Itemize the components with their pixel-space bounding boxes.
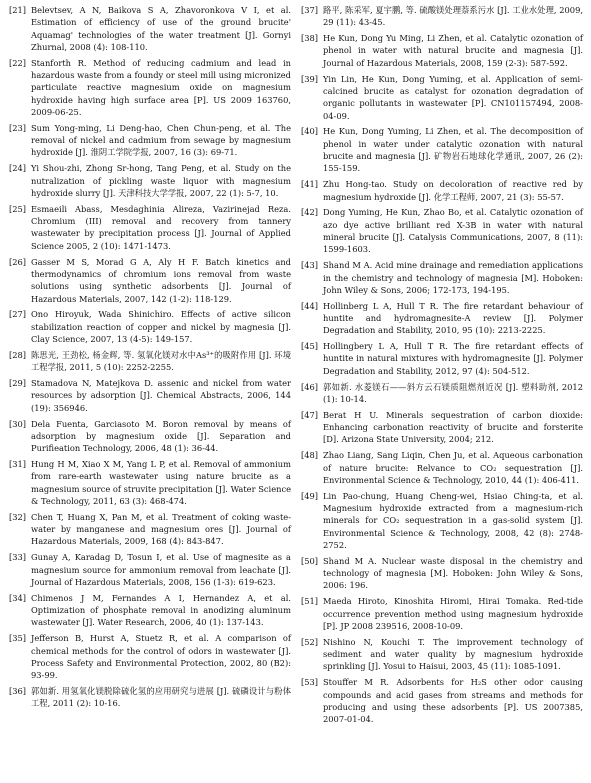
reference-entry	[301, 73, 583, 122]
reference-entry	[9, 256, 291, 305]
reference-text: Jefferson B, Hurst A, Stuetz R, et al. A comparison of chemical methods for the control of odors in wastewater [J]. Process Safety and Environmental Protection, 2002, 80 (B2): 93-99.	[31, 633, 291, 681]
reference-entry	[9, 632, 291, 681]
reference-text: He Kun, Dong Yu Ming, Li Zhen, et al. Catalytic ozonation of phenol in water with natural brucite and magnesia [J]. Journal of Hazardous Materials, 2008, 159 (2-3): 587-592.	[323, 33, 583, 68]
reference-number: [43]	[301, 260, 319, 271]
reference-entry	[301, 636, 583, 673]
reference-entry	[301, 32, 583, 69]
reference-entry	[301, 300, 583, 337]
reference-number: [21]	[9, 5, 27, 15]
reference-text: Hollingbery L A, Hull T R. The fire retardant effects of huntite in natural mixtures with hydromagnesite [J]. Polymer Degradation and Stability, 2012, 97 (4): 504-512.	[323, 341, 583, 376]
reference-number: [31]	[9, 459, 27, 470]
reference-text: Lin Pao-chung, Huang Cheng-wei, Hsiao Ching-ta, et al. Magnesium hydroxide extracted from a magnesium-rich minerals for CO₂ sequestration in a gas-solid system [J]. Environmental Science & Technology, 2008, 42 (8): 2748-2752.	[323, 490, 583, 550]
reference-entry	[9, 418, 291, 455]
reference-number: [23]	[9, 122, 27, 133]
reference-entry	[301, 676, 583, 725]
reference-text: Hollinberg L A, Hull T R. The fire retardant behaviour of huntite and hydromagnesite-A review [J]. Polymer Degradation and Stability, 2010, 95 (10): 2213-2225.	[323, 300, 583, 336]
reference-number: [47]	[301, 409, 319, 420]
reference-entry	[9, 308, 291, 345]
reference-entry	[9, 458, 291, 507]
reference-text: Ono Hiroyuk, Wada Shinichiro. Effects of active silicon stabilization reaction of copper and nickel by magnesia [J]. Clay Science, 2007, 13 (4-5): 149-157.	[31, 309, 291, 344]
reference-number: [53]	[301, 677, 319, 688]
reference-number: [51]	[301, 596, 319, 607]
reference-text: 陈思光, 王劲松, 杨金辉, 等. 氢氧化镁对水中As³⁺的吸附作用 [J]. 环境工程学报, 2011, 5 (10): 2252-2255.	[31, 349, 291, 373]
reference-number: [50]	[301, 555, 319, 566]
reference-number: [24]	[9, 163, 27, 174]
reference-text: 郭如新. 水菱镁石——斜方云石镁质阻燃剂近况 [J]. 塑料助剂, 2012 (1): 10-14.	[323, 381, 583, 404]
reference-text: Dela Fuenta, Garciasoto M. Boron removal by means of adsorption by magnesium oxide [J]. Separation and Purifieation Technology, 2006, 48 (1): 36-44.	[31, 418, 291, 454]
reference-text: Dong Yuming, He Kun, Zhao Bo, et al. Catalytic ozonation of azo dye active brilliant red X-3B in water with natural mineral brucite [J]. Catalysis Communications, 2007, 8 (11): 1599-1603.	[323, 207, 583, 255]
reference-number: [48]	[301, 450, 319, 461]
reference-number: [34]	[9, 592, 27, 603]
references-left-column	[9, 4, 291, 783]
reference-number: [40]	[301, 126, 319, 137]
reference-entry	[9, 122, 291, 159]
reference-number: [45]	[301, 341, 319, 352]
reference-number: [25]	[9, 203, 27, 214]
references-right-column	[301, 4, 583, 783]
reference-entry	[301, 409, 583, 446]
reference-entry	[9, 551, 291, 588]
reference-entry	[9, 377, 291, 414]
reference-text: Stouffer M R. Adsorbents for H₂S other odor causing compounds and acid gases from streams and methods for producing and using these adsorbents [P]. US 2007385, 2007-01-04.	[323, 677, 583, 725]
reference-text: Yi Shou-zhi, Zhong Sr-hong, Tang Peng, et al. Study on the nutralization of pickling waste liquor with magnesium hydroxide slurry [J]. 天津科技大学学报, 2007, 22 (1): 5-7, 10.	[31, 163, 291, 198]
reference-entry	[301, 178, 583, 203]
reference-number: [38]	[301, 33, 319, 44]
reference-number: [35]	[9, 633, 27, 644]
reference-number: [37]	[301, 5, 319, 15]
reference-entry	[301, 490, 583, 551]
reference-text: Shand M A. Nuclear waste disposal in the chemistry and technology of magnesia [M]. Hoboken: John Wiley & Sons, 2006: 196.	[323, 555, 583, 591]
reference-entry	[9, 57, 291, 118]
reference-entry	[301, 555, 583, 592]
reference-text: Shand M A. Acid mine drainage and remediation applications in the chemistry and technology of magnesia [M]. Hoboken: John Wiley & Sons, 2006; 172-173, 194-195.	[323, 260, 583, 295]
reference-text: Chimenos J M, Fernandes A I, Hernandez A, et al. Optimization of phosphate removal in anodizing aluminum wastewater [J]. Water Research, 2006, 40 (1): 137-143.	[31, 592, 291, 628]
reference-text: Hung H M, Xiao X M, Yang L P, et al. Removal of ammonium from rare-earth wastewater using nature brucite as a magnesium source of struvite precipitation [J]. Water Science & Technology, 2011, 63 (3): 468-474.	[31, 459, 291, 506]
reference-text: Sum Yong-ming, Li Deng-hao, Chen Chun-peng, et al. The removal of nickel and cadmium from sewage by magnesium hydroxide [J]. 淮阴工学院学报, 2007, 16 (3): 69-71.	[31, 122, 291, 158]
reference-number: [44]	[301, 300, 319, 311]
reference-text: 郭如新. 用氢氧化镁脱除硫化氢的应用研究与进展 [J]. 硫磷设计与粉体工程, 2011 (2): 10-16.	[31, 686, 291, 709]
reference-entry	[301, 4, 583, 29]
reference-text: Yin Lin, He Kun, Dong Yuming, et al. Application of semi-calcined brucite as catalyst for ozonation degradation of organic pollutants in wastewater [P]. CN101157494, 2008-04-09.	[323, 73, 583, 121]
reference-number: [29]	[9, 378, 27, 389]
reference-number: [39]	[301, 73, 319, 84]
reference-text: Stamadova N, Matejkova D. assenic and nickel from water resources by adsorption [J]. Chemical Abstracts, 2006, 144 (19): 356946.	[31, 378, 291, 413]
reference-text: Esmaeili Abass, Mesdaghinia Alireza, Vazirinejad Reza. Chromium (III) removal and recovery from tannery wastewater by precipitation process [J]. Journal of Applied Science 2005, 2 (10): 1471-1473.	[31, 203, 291, 251]
reference-entry	[301, 449, 583, 486]
reference-text: Berat H U. Minerals sequestration of carbon dioxide: Enhancing carbonation reactivity of brucite and forsterite [D]. Arizona State University, 2004; 212.	[323, 409, 583, 445]
reference-number: [28]	[9, 349, 27, 360]
reference-number: [32]	[9, 511, 27, 522]
reference-number: [27]	[9, 309, 27, 320]
reference-entry	[9, 162, 291, 199]
reference-entry	[9, 685, 291, 710]
reference-number: [49]	[301, 490, 319, 501]
reference-entry	[9, 592, 291, 629]
reference-entry	[9, 4, 291, 53]
reference-entry	[301, 595, 583, 632]
reference-number: [30]	[9, 418, 27, 429]
reference-text: Gasser M S, Morad G A, Aly H F. Batch kinetics and thermodynamics of chromium ions removal from waste solutions using synthetic adsorbents [J]. Journal of Hazardous Materials, 2007, 142 (1-2): 118-129.	[31, 256, 291, 304]
reference-text: Gunay A, Karadag D, Tosun I, et al. Use of magnesite as a magnesium source for ammonium removal from leachate [J]. Journal of Hazardous Materials, 2008, 156 (1-3): 619-623.	[31, 552, 291, 587]
reference-entry	[9, 203, 291, 252]
reference-text: Maeda Hiroto, Kinoshita Hiromi, Hirai Tomaka. Red-tide occurrence prevention method using magnesium hydroxide [P]. JP 2008 239516, 2008-10-09.	[323, 596, 583, 631]
reference-text: Chen T, Huang X, Pan M, et al. Treatment of coking waste-water by manganese and magnesium ores [J]. Journal of Hazardous Materials, 2009, 168 (4): 843-847.	[31, 511, 291, 547]
reference-number: [33]	[9, 552, 27, 563]
reference-text: He Kun, Dong Yuming, Li Zhen, et al. The decomposition of phenol in water under catalytic ozonation with natural brucite and magnesia [J]. 矿物岩石地球化学通讯, 2007, 26 (2): 155-159.	[323, 126, 583, 174]
reference-number: [26]	[9, 256, 27, 267]
reference-entry	[301, 206, 583, 255]
reference-number: [52]	[301, 636, 319, 647]
reference-entry	[301, 125, 583, 174]
reference-entry	[9, 511, 291, 548]
reference-text: 路平, 陈采军, 夏宇鹏, 等. 硫酸镁处理萘系污水 [J]. 工业水处理, 2009, 29 (11): 43-45.	[323, 5, 583, 28]
reference-number: [36]	[9, 686, 27, 697]
reference-number: [22]	[9, 57, 27, 68]
reference-entry	[9, 349, 291, 374]
reference-text: Belevtsev, A N, Baikova S A, Zhavoronkova V I, et al. Estimation of efficiency of use of the ground brucite' Aquamag' technologies of the water treatment [J]. Gornyi Zhurnal, 2008 (4): 108-110.	[31, 5, 291, 52]
reference-number: [46]	[301, 381, 319, 392]
reference-entry	[301, 381, 583, 406]
reference-text: Zhao Liang, Sang Liqin, Chen Ju, et al. Aqueous carbonation of nature brucite: Relvance to CO₂ sequestration [J]. Environmental Science & Technology, 2010, 44 (1): 406-411.	[323, 450, 583, 485]
reference-number: [41]	[301, 179, 319, 190]
reference-number: [42]	[301, 207, 319, 218]
reference-text: Stanforth R. Method of reducing cadmium and lead in hazardous waste from a foundy or steel mill using micronized particulate reactive magnesium oxide on magnesium hydroxide having high surface area [P]. US 2009 163760, 2009-06-25.	[31, 57, 291, 117]
reference-entry	[301, 259, 583, 296]
reference-text: Zhu Hong-tao. Study on decoloration of reactive red by magnesium hydroxide [J]. 化学工程师, 2007, 21 (3): 55-57.	[323, 179, 583, 202]
reference-text: Nishino N, Kouchi T. The improvement technology of sediment and water quality by magnesium hydroxide sprinkling [J]. Yosui to Haisui, 2003, 45 (11): 1085-1091.	[323, 636, 583, 672]
reference-entry	[301, 340, 583, 377]
